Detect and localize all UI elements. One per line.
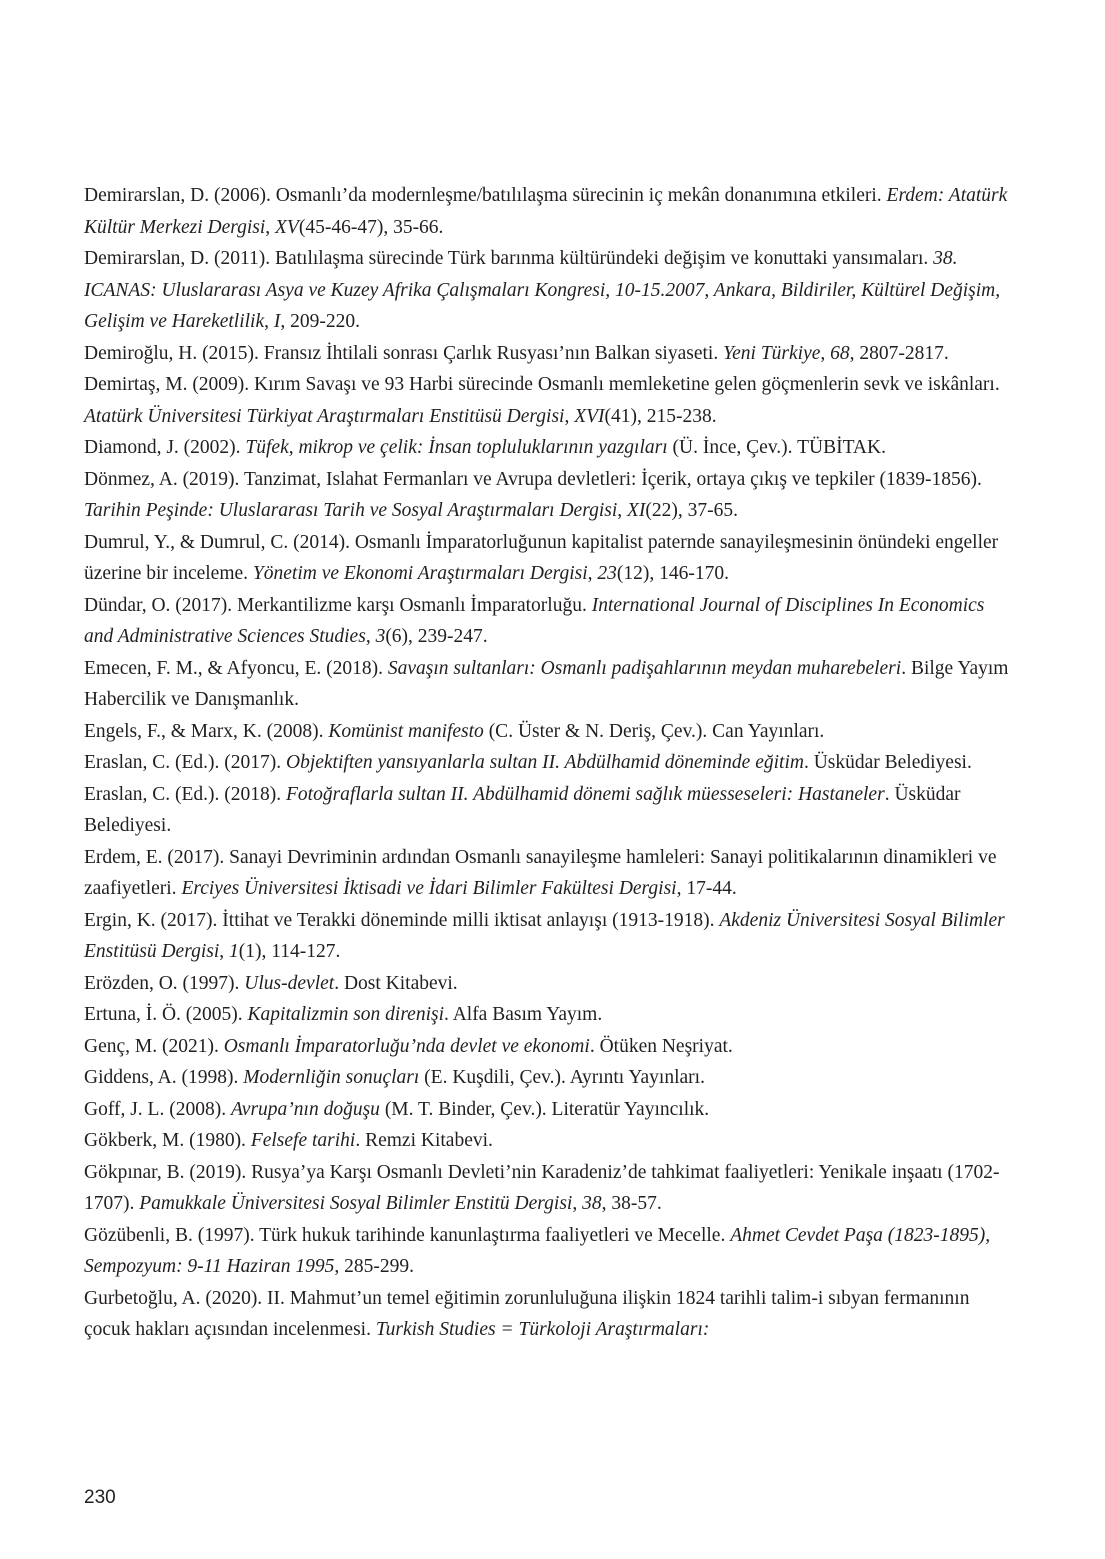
reference-italic-text: XVI — [574, 405, 605, 427]
reference-text: , — [264, 311, 274, 332]
reference-text: Genç, M. (2021). — [84, 1035, 224, 1057]
reference-text: . Üsküdar Belediyesi. — [84, 783, 961, 836]
reference-entry — [84, 1094, 1014, 1126]
reference-italic-text: Atatürk Üniversitesi Türkiyat Araştırmaları Enstitüsü Dergisi — [84, 405, 565, 427]
reference-text: , — [617, 500, 627, 521]
reference-entry — [84, 180, 1014, 243]
page-number: 230 — [84, 1487, 116, 1508]
reference-italic-text: Erdem: Atatürk Kültür Merkezi Dergisi — [84, 185, 1008, 238]
reference-text: Demirtaş, M. (2009). Kırım Savaşı ve 93 Harbi sürecinde Osmanlı memleketine gelen göçmenlerin sevk ve iskânları. — [84, 374, 1000, 395]
reference-text: . Alfa Basım Yayım. — [444, 1004, 603, 1025]
reference-italic-text: Akdeniz Üniversitesi Sosyal Bilimler Enstitüsü Dergisi — [84, 909, 1005, 962]
reference-text: . Bilge Yayım Habercilik ve Danışmanlık. — [84, 657, 1009, 710]
reference-text: Giddens, A. (1998). — [84, 1067, 244, 1088]
reference-italic-text: 1 — [229, 941, 239, 962]
reference-text: . Dost Kitabevi. — [334, 972, 458, 994]
reference-entry — [84, 338, 1014, 370]
reference-italic-text: Turkish Studies = Türkoloji Araştırmaları: — [375, 1319, 710, 1340]
reference-text: Ertuna, İ. Ö. (2005). — [84, 1004, 248, 1025]
reference-text: (41), 215-238. — [604, 405, 717, 427]
reference-italic-text: Kapitalizmin son direnişi — [247, 1004, 445, 1025]
reference-italic-text: Pamukkale Üniversitesi Sosyal Bilimler Enstitü Dergisi — [139, 1193, 573, 1214]
reference-text: Emecen, F. M., & Afyoncu, E. (2018). — [84, 657, 388, 679]
reference-entry — [84, 653, 1014, 716]
reference-italic-text: Objektiften yansıyanlarla sultan II. Abdülhamid döneminde eğitim — [286, 752, 804, 773]
reference-italic-text: Savaşın sultanları: Osmanlı padişahlarının meydan muharebeleri — [387, 657, 902, 679]
reference-text: , — [564, 405, 575, 427]
reference-text: Engels, F., & Marx, K. (2008). — [84, 720, 329, 742]
reference-italic-text: Modernliğin sonuçları — [243, 1067, 420, 1088]
reference-entry — [84, 243, 1014, 338]
reference-text: (Ü. İnce, Çev.). TÜBİTAK. — [667, 437, 886, 458]
reference-italic-text: 68 — [830, 342, 850, 364]
reference-entry — [84, 999, 1014, 1031]
reference-text: Erözden, O. (1997). — [84, 972, 245, 994]
reference-text: Gökpınar, B. (2019). Rusya’ya Karşı Osmanlı Devleti’nin Karadeniz’de tahkimat faaliyetleri: Yenikale inşaatı (1702-1707). — [84, 1161, 1000, 1214]
reference-text: Dumrul, Y., & Dumrul, C. (2014). Osmanlı İmparatorluğunun kapitalist paternde sanayileşmesinin önündeki engeller üzerine bir inceleme. — [84, 531, 999, 584]
reference-text: , 285-299. — [334, 1256, 415, 1277]
reference-text: Dündar, O. (2017). Merkantilizme karşı Osmanlı İmparatorluğu. — [84, 594, 592, 616]
reference-text: Goff, J. L. (2008). — [84, 1098, 231, 1120]
reference-entry — [84, 527, 1014, 590]
reference-text: (22), 37-65. — [645, 500, 739, 521]
reference-text: Demiroğlu, H. (2015). Fransız İhtilali sonrası Çarlık Rusyası’nın Balkan siyaseti. — [84, 342, 724, 364]
reference-text: , — [265, 216, 276, 238]
reference-entry — [84, 747, 1014, 779]
reference-italic-text: Yeni Türkiye — [723, 342, 821, 364]
reference-text: (E. Kuşdili, Çev.). Ayrıntı Yayınları. — [419, 1067, 705, 1088]
reference-text: Eraslan, C. (Ed.). (2017). — [84, 752, 286, 773]
reference-text: , 2807-2817. — [849, 342, 949, 364]
reference-italic-text: Tarihin Peşinde: Uluslararası Tarih ve Sosyal Araştırmaları Dergisi — [84, 500, 618, 521]
reference-entry — [84, 1220, 1014, 1283]
reference-italic-text: 38 — [582, 1193, 602, 1214]
reference-text: Gözübenli, B. (1997). Türk hukuk tarihinde kanunlaştırma faaliyetleri ve Mecelle. — [84, 1224, 731, 1246]
reference-text: (12), 146-170. — [616, 563, 730, 584]
reference-italic-text: International Journal of Disciplines In Economics and Administrative Sciences Studies — [84, 594, 985, 647]
reference-text: Gurbetoğlu, A. (2020). II. Mahmut’un temel eğitimin zorunluluğuna ilişkin 1824 tarihli talim-i sıbyan fermanının çocuk hakları açısından incelenmesi. — [84, 1287, 970, 1340]
reference-text: Demirarslan, D. (2006). Osmanlı’da modernleşme/batılılaşma sürecinin iç mekân donanımına etkileri. — [84, 185, 887, 206]
reference-text: , — [587, 563, 598, 584]
reference-entry — [84, 1157, 1014, 1220]
reference-text: Eraslan, C. (Ed.). (2018). — [84, 783, 286, 805]
reference-entry — [84, 590, 1014, 653]
reference-italic-text: Felsefe tarihi — [250, 1130, 356, 1151]
reference-text: , — [365, 626, 376, 647]
reference-italic-text: Tüfek, mikrop ve çelik: İnsan topluluklarının yazgıları — [245, 437, 668, 458]
reference-list — [84, 180, 1014, 1346]
reference-entry — [84, 1283, 1014, 1346]
reference-text: . Remzi Kitabevi. — [355, 1130, 493, 1151]
reference-text: Dönmez, A. (2019). Tanzimat, Islahat Fermanları ve Avrupa devletleri: İçerik, ortaya çıkış ve tepkiler (1839-1856). — [84, 468, 982, 490]
reference-text: Demirarslan, D. (2011). Batılılaşma sürecinde Türk barınma kültüründeki değişim ve konuttaki yansımaları. — [84, 248, 934, 269]
reference-entry — [84, 779, 1014, 842]
reference-text: , — [219, 941, 229, 962]
reference-text: , 209-220. — [280, 311, 361, 332]
reference-entry — [84, 716, 1014, 748]
reference-italic-text: 23 — [597, 563, 617, 584]
reference-italic-text: I — [273, 311, 281, 332]
reference-italic-text: Ahmet Cevdet Paşa (1823-1895), Sempozyum: 9-11 Haziran 1995 — [84, 1224, 991, 1277]
reference-entry — [84, 464, 1014, 527]
reference-entry — [84, 1125, 1014, 1157]
reference-italic-text: Ulus-devlet — [244, 972, 335, 994]
reference-text: Erdem, E. (2017). Sanayi Devriminin ardından Osmanlı sanayileşme hamleleri: Sanayi politikalarının dinamikleri ve zaafiyetleri. — [84, 846, 997, 899]
reference-italic-text: 3 — [375, 626, 386, 647]
reference-text: . Ötüken Neşriyat. — [589, 1035, 733, 1057]
reference-text: (M. T. Binder, Çev.). Literatür Yayıncılık. — [379, 1098, 710, 1120]
reference-text: . Üsküdar Belediyesi. — [803, 752, 972, 773]
reference-text: Gökberk, M. (1980). — [84, 1130, 251, 1151]
reference-entry — [84, 1031, 1014, 1063]
reference-text: (45-46-47), 35-66. — [298, 216, 444, 238]
reference-italic-text: Osmanlı İmparatorluğu’nda devlet ve ekonomi — [223, 1035, 590, 1057]
reference-italic-text: Komünist manifesto — [328, 720, 484, 742]
reference-italic-text: Avrupa’nın doğuşu — [230, 1098, 380, 1120]
reference-text: (C. Üster & N. Deriş, Çev.). Can Yayınları. — [483, 720, 825, 742]
reference-text: , 17-44. — [676, 878, 737, 899]
reference-entry — [84, 842, 1014, 905]
reference-text: (6), 239-247. — [385, 626, 488, 647]
reference-italic-text: 38. ICANAS: Uluslararası Asya ve Kuzey Afrika Çalışmaları Kongresi, 10-15.2007, Ankara, Bildiriler, Kültürel Değişim, Gelişim ve Hareketlilik — [84, 248, 1001, 332]
reference-italic-text: Fotoğraflarla sultan II. Abdülhamid dönemi sağlık müesseseleri: Hastaneler — [286, 783, 885, 805]
reference-italic-text: XV — [275, 216, 299, 238]
reference-italic-text: XI — [627, 500, 646, 521]
reference-entry — [84, 968, 1014, 1000]
reference-entry — [84, 905, 1014, 968]
reference-text: , — [820, 342, 831, 364]
reference-entry — [84, 1062, 1014, 1094]
reference-text: , — [572, 1193, 583, 1214]
reference-entry — [84, 432, 1014, 464]
reference-text: Ergin, K. (2017). İttihat ve Terakki döneminde milli iktisat anlayışı (1913-1918). — [84, 909, 720, 931]
reference-text: (1), 114-127. — [238, 941, 341, 962]
reference-entry — [84, 369, 1014, 432]
reference-italic-text: Erciyes Üniversitesi İktisadi ve İdari Bilimler Fakültesi Dergisi — [181, 878, 677, 899]
reference-text: Diamond, J. (2002). — [84, 437, 246, 458]
reference-text: , 38-57. — [601, 1193, 662, 1214]
reference-italic-text: Yönetim ve Ekonomi Araştırmaları Dergisi — [252, 563, 588, 584]
